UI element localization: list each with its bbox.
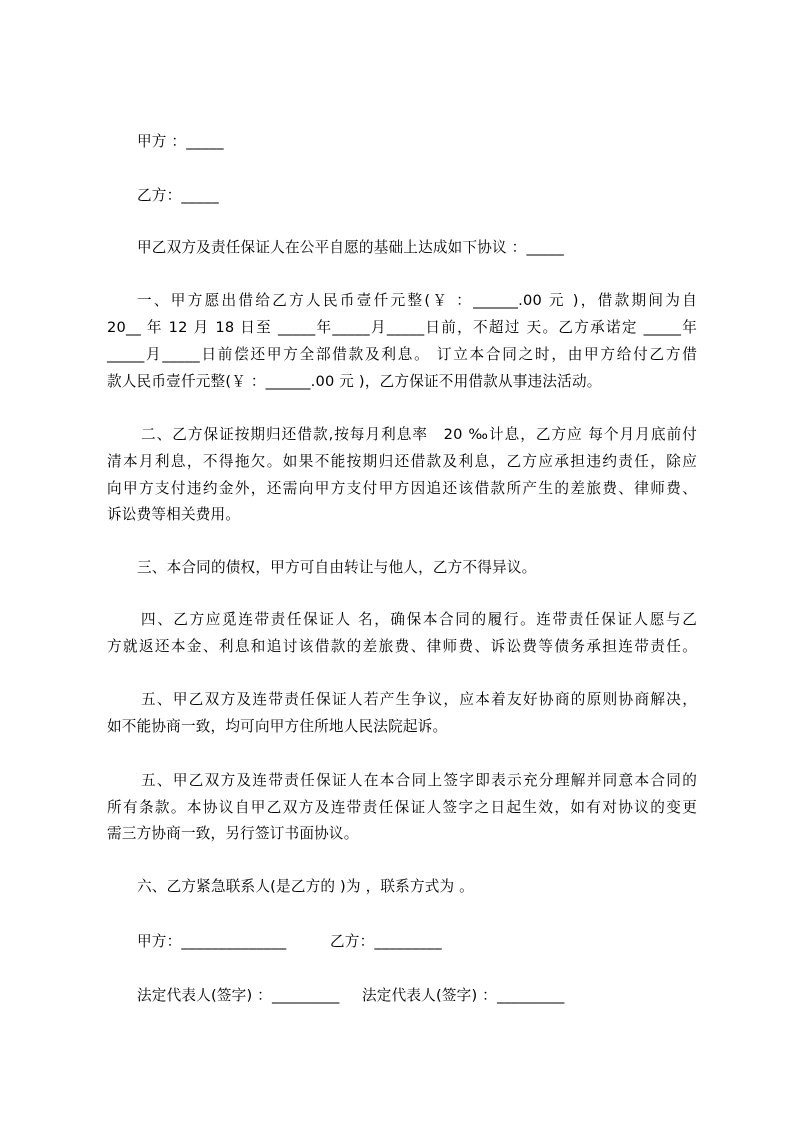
clause1-line1: 一、甲方愿出借给乙方人民币壹仟元整(￥ ：______.00 元 )，借款期间为自 bbox=[137, 292, 697, 309]
clause2-line3: 向甲方支付违约金外，还需向甲方支付甲方因追还该借款所产生的差旅费、律师费、 bbox=[107, 480, 697, 497]
clause2-line4: 诉讼费等相关费用。 bbox=[107, 506, 241, 523]
clause5b-line3: 需三方协商一致，另行签订书面协议。 bbox=[107, 825, 359, 842]
clause5a-line1: 五、甲乙双方及连带责任保证人若产生争议，应本着友好协商的原则协商解决， bbox=[141, 691, 697, 708]
clause1-line3: _____月_____日前偿还甲方全部借款及利息。 订立本合同之时，由甲方给付乙方借 bbox=[107, 346, 697, 363]
clause6: 六、乙方紧急联系人(是乙方的 )为 ，联系方式为 。 bbox=[137, 878, 474, 895]
clause5b-line2: 所有条款。本协议自甲乙双方及连带责任保证人签字之日起生效，如有对协议的变更 bbox=[107, 799, 697, 816]
signature-party-b: 乙方：_________ bbox=[330, 933, 442, 950]
clause2-line2: 清本月利息，不得拖欠。如果不能按期归还借款及利息，乙方应承担违约责任，除应 bbox=[107, 453, 697, 470]
signature-rep-a: 法定代表人(签字) ：_________ bbox=[137, 987, 340, 1004]
preamble: 甲乙双方及责任保证人在公平自愿的基础上达成如下协议 ：_____ bbox=[137, 239, 564, 256]
clause4-line1: 四、乙方应觅连带责任保证人 名，确保本合同的履行。连带责任保证人愿与乙 bbox=[141, 611, 697, 628]
clause5b-line1: 五、甲乙双方及连带责任保证人在本合同上签字即表示充分理解并同意本合同的 bbox=[141, 772, 697, 789]
clause2-line1: 二、乙方保证按期归还借款,按每月利息率 20 ‰计息，乙方应 每个月月底前付 bbox=[141, 426, 697, 443]
signature-rep-b: 法定代表人(签字) ：_________ bbox=[362, 987, 565, 1004]
signature-party-a: 甲方：______________ bbox=[137, 933, 287, 950]
party-a-line: 甲方 ：_____ bbox=[137, 133, 224, 150]
clause4-line2: 方就返还本金、利息和追讨该借款的差旅费、律师费、诉讼费等债务承担连带责任。 bbox=[107, 638, 697, 655]
clause1-line4: 款人民币壹仟元整(￥ ：______.00 元 )，乙方保证不用借款从事违法活动。 bbox=[107, 373, 602, 390]
clause1-line2: 20__ 年 12 月 18 日至 _____年_____月_____日前，不超过 天。乙方承诺定 _____年 bbox=[107, 319, 697, 336]
clause3: 三、本合同的债权，甲方可自由转让与他人，乙方不得异议。 bbox=[137, 559, 537, 576]
party-b-line: 乙方：_____ bbox=[137, 187, 219, 204]
clause5a-line2: 如不能协商一致，均可向甲方住所地人民法院起诉。 bbox=[107, 718, 448, 735]
